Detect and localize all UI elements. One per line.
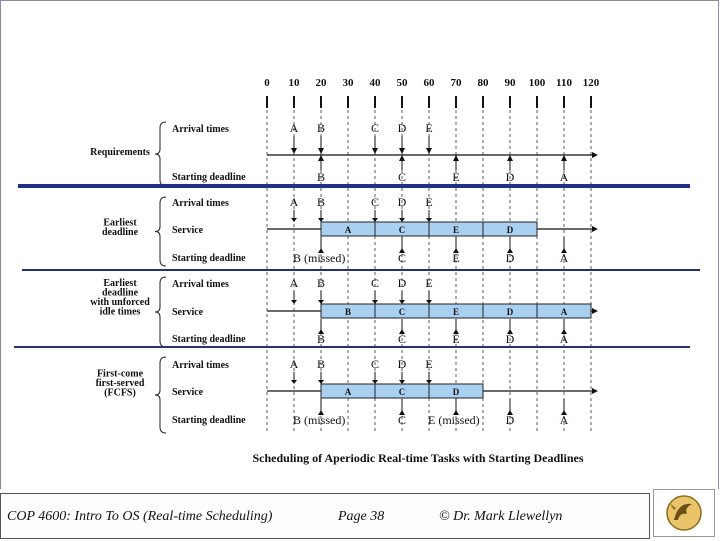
- arrival-label: C: [370, 121, 380, 135]
- arrow-head: [291, 300, 297, 304]
- deadline-label: E (missed): [428, 413, 480, 427]
- arrow-head: [318, 218, 324, 222]
- service-label: A: [344, 225, 352, 235]
- arrow-head: [561, 155, 567, 161]
- tick-label: 80: [477, 77, 489, 89]
- tick-label: 40: [369, 77, 381, 89]
- method-label: with unforced: [90, 296, 150, 308]
- arrival-label: A: [289, 121, 299, 135]
- row-label: Service: [172, 387, 204, 398]
- deadline-label: D: [505, 413, 515, 427]
- method-label: (FCFS): [104, 387, 136, 399]
- arrow-head: [318, 155, 324, 161]
- tick-label: 60: [423, 77, 435, 89]
- arrival-label: D: [397, 121, 407, 135]
- arrow-head: [399, 300, 405, 304]
- arrow-head: [318, 300, 324, 304]
- arrow-head: [318, 148, 324, 154]
- tick-label: 10: [288, 77, 300, 89]
- axis-arrow: [592, 152, 598, 158]
- footer: [0, 489, 720, 540]
- service-label: C: [398, 307, 406, 317]
- arrow-head: [291, 380, 297, 384]
- brace: [155, 357, 166, 433]
- deadline-label: D: [505, 332, 515, 346]
- method-label: First-come: [96, 368, 144, 380]
- row-label: Arrival times: [172, 124, 229, 135]
- arrow-head: [399, 218, 405, 222]
- arrival-label: A: [289, 276, 299, 290]
- arrival-label: C: [370, 276, 380, 290]
- row-label: Arrival times: [172, 279, 229, 290]
- arrow-head: [453, 155, 459, 161]
- deadline-label: C: [397, 251, 407, 265]
- arrow-head: [426, 380, 432, 384]
- service-label: D: [452, 387, 460, 397]
- deadline-label: E: [452, 251, 460, 265]
- arrival-label: E: [425, 121, 433, 135]
- service-label: A: [344, 387, 352, 397]
- arrow-head: [291, 148, 297, 154]
- arrival-label: D: [397, 195, 407, 209]
- arrival-label: C: [370, 357, 380, 371]
- arrival-label: B: [316, 276, 326, 290]
- tick-label: 120: [582, 77, 600, 89]
- footer-page: Page 38: [338, 509, 385, 524]
- tick-label: 0: [264, 77, 270, 89]
- deadline-label: B: [316, 170, 326, 184]
- method-label: deadline: [101, 226, 139, 238]
- arrow-head: [507, 155, 513, 161]
- row-label: Arrival times: [172, 198, 229, 209]
- deadline-label: D: [505, 251, 515, 265]
- arrow-head: [399, 380, 405, 384]
- brace: [155, 122, 166, 186]
- row-label: Starting deadline: [172, 415, 246, 426]
- tick-label: 50: [396, 77, 408, 89]
- row-label: Service: [172, 307, 204, 318]
- tick-label: 100: [528, 77, 546, 89]
- deadline-label: B (missed): [293, 413, 346, 427]
- arrow-head: [291, 218, 297, 222]
- footer-author: © Dr. Mark Llewellyn: [439, 509, 563, 524]
- method-label: Earliest: [103, 217, 137, 229]
- axis-arrow: [592, 226, 598, 232]
- deadline-label: C: [397, 332, 407, 346]
- method-label: first-served: [95, 378, 145, 389]
- brace: [155, 277, 166, 347]
- arrow-head: [372, 380, 378, 384]
- service-label: D: [506, 307, 514, 317]
- service-label: C: [398, 387, 406, 397]
- arrow-head: [426, 148, 432, 154]
- tick-label: 90: [504, 77, 516, 89]
- method-label: Earliest: [103, 277, 137, 289]
- arrow-head: [372, 218, 378, 222]
- arrow-head: [426, 218, 432, 222]
- row-label: Starting deadline: [172, 253, 246, 264]
- deadline-label: A: [559, 251, 569, 265]
- arrival-label: D: [397, 357, 407, 371]
- row-label: Service: [172, 225, 204, 236]
- diagram-caption: Scheduling of Aperiodic Real-time Tasks with Starting Deadlines: [252, 451, 584, 465]
- arrow-head: [372, 300, 378, 304]
- arrival-label: B: [316, 195, 326, 209]
- arrow-head: [399, 148, 405, 154]
- arrow-head: [426, 300, 432, 304]
- arrival-label: E: [425, 357, 433, 371]
- arrow-head: [372, 148, 378, 154]
- arrival-label: C: [370, 195, 380, 209]
- arrival-label: B: [316, 357, 326, 371]
- arrival-label: E: [425, 195, 433, 209]
- service-label: E: [452, 307, 460, 317]
- service-label: B: [344, 307, 352, 317]
- service-label: E: [452, 225, 460, 235]
- arrival-label: E: [425, 276, 433, 290]
- footer-course: COP 4600: Intro To OS (Real-time Scheduling): [7, 509, 273, 524]
- row-label: Arrival times: [172, 360, 229, 371]
- service-label: C: [398, 225, 406, 235]
- method-label: Requirements: [90, 147, 150, 158]
- deadline-label: C: [397, 170, 407, 184]
- arrow-head: [399, 155, 405, 161]
- method-label: idle times: [99, 306, 141, 318]
- axis-arrow: [592, 388, 598, 394]
- footer-bar: [0, 493, 650, 539]
- service-label: D: [506, 225, 514, 235]
- arrival-label: B: [316, 121, 326, 135]
- arrival-label: A: [289, 357, 299, 371]
- tick-label: 70: [450, 77, 462, 89]
- deadline-label: A: [559, 332, 569, 346]
- arrival-label: D: [397, 276, 407, 290]
- deadline-label: B: [316, 332, 326, 346]
- tick-label: 30: [342, 77, 354, 89]
- service-label: A: [560, 307, 568, 317]
- row-label: Starting deadline: [172, 334, 246, 345]
- deadline-label: E: [452, 332, 460, 346]
- arrow-head: [318, 380, 324, 384]
- deadline-label: A: [559, 170, 569, 184]
- row-label: Starting deadline: [172, 172, 246, 183]
- deadline-label: A: [559, 413, 569, 427]
- arrival-label: A: [289, 195, 299, 209]
- deadline-label: C: [397, 413, 407, 427]
- deadline-label: D: [505, 170, 515, 184]
- brace: [155, 197, 166, 266]
- deadline-label: E: [452, 170, 460, 184]
- deadline-label: B (missed): [293, 251, 346, 265]
- axis-arrow: [592, 308, 598, 314]
- method-label: deadline: [101, 287, 139, 299]
- tick-label: 110: [556, 77, 572, 89]
- tick-label: 20: [315, 77, 327, 89]
- university-logo-icon: [653, 489, 715, 537]
